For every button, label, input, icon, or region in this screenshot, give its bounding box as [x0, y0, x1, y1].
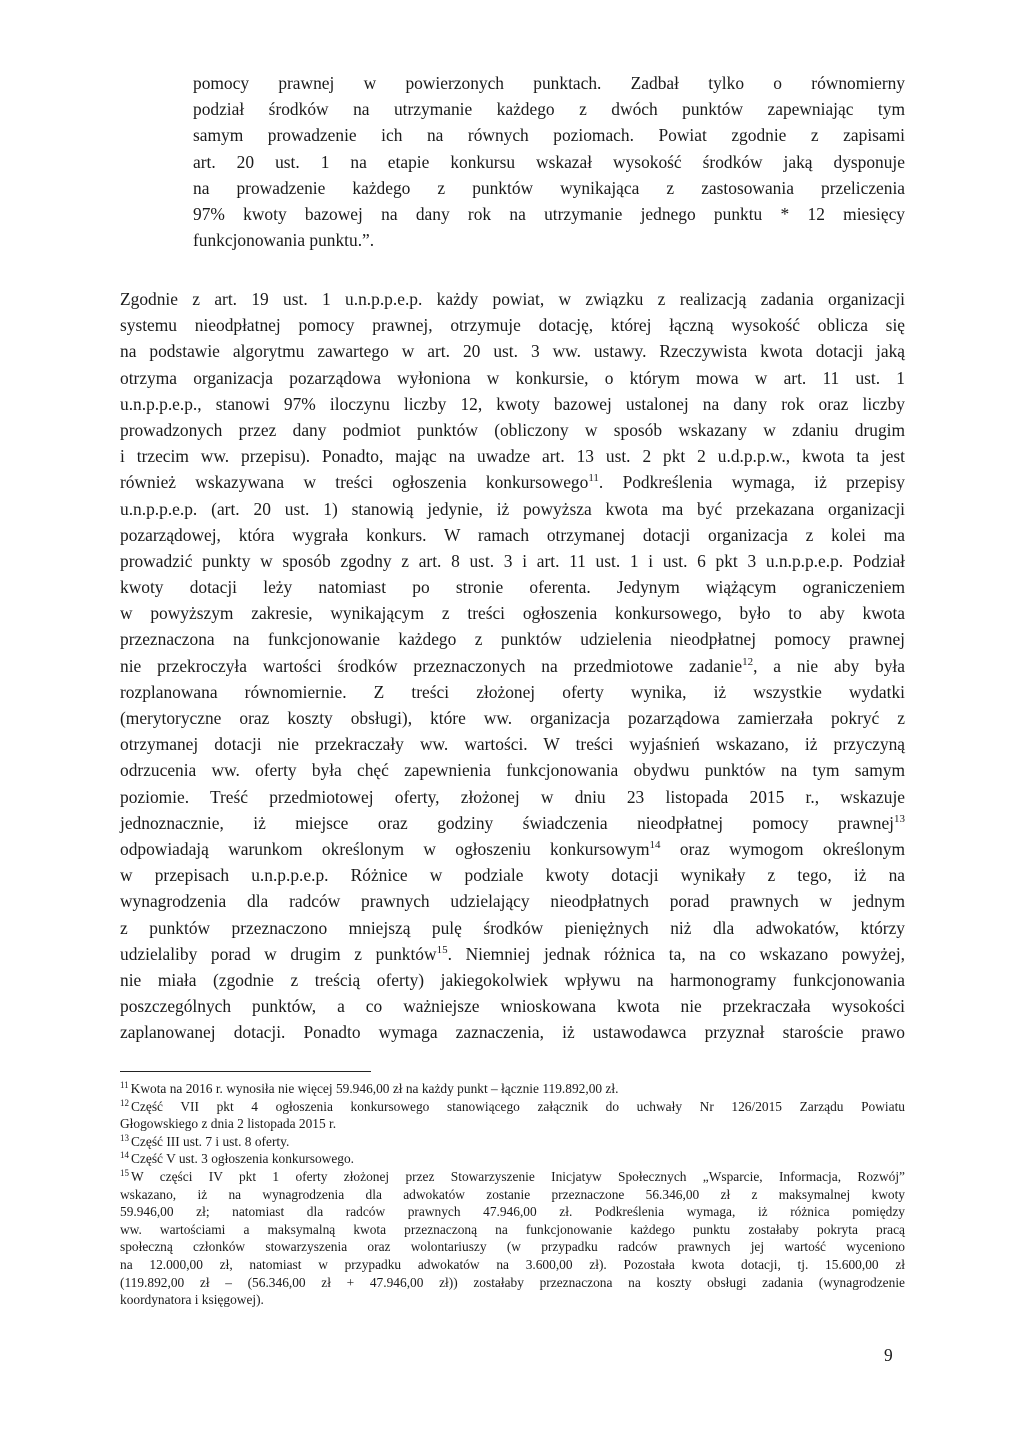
footnote-13: $^{13}$ Część III ust. 7 i ust. 8 oferty.	[120, 1132, 290, 1149]
body-line: udzielaliby porad w drugim z punktów$^{15}$. Niemniej jednak różnica ta, na co wskazano powyżej,	[120, 943, 905, 964]
body-line: u.n.p.p.e.p., stanowi 97% iloczynu liczby 12, kwoty bazowej ustalonej na dany rok oraz liczby	[120, 393, 905, 414]
quote-line: samym prowadzenie ich na równych poziomach. Powiat zgodnie z zapisami	[193, 125, 905, 146]
body-line: nie miała (zgodnie z treścią oferty) jakiegokolwiek wpływu na harmonogramy funkcjonowania	[120, 969, 905, 990]
body-line: nie przekroczyła wartości środków przeznaczonych na przedmiotowe zadanie$^{12}$, a nie aby była	[120, 655, 905, 676]
body-line: kwoty dotacji leży natomiast po stronie oferenta. Jedynym wiążącym ograniczeniem	[120, 577, 905, 598]
quote-line: pomocy prawnej w powierzonych punktach. Zadbał tylko o równomierny	[193, 73, 905, 93]
quote-line: funkcjonowania punktu.”.	[193, 230, 375, 251]
body-line: u.n.p.p.e.p. (art. 20 ust. 1) stanowią jedynie, iż powyższa kwota ma być przekazana organizacji	[120, 498, 905, 519]
page-number: 9	[884, 1345, 893, 1365]
footnote-reference: 12	[742, 655, 754, 668]
body-line: również wskazywana w treści ogłoszenia konkursowego$^{11}$. Podkreślenia wymaga, iż przepisy	[120, 472, 906, 493]
body-line: otrzymanej dotacji nie przekraczały ww. wartości. W treści wyjaśnień wskazano, iż przyczyną	[120, 734, 905, 755]
footnote-reference: 13	[894, 812, 905, 825]
body-line: rozplanowana równomiernie. Z treści złożonej oferty wynika, iż wszystkie wydatki	[120, 681, 905, 702]
quote-line: 97% kwoty bazowej na dany rok na utrzymanie jednego punktu * 12 miesięcy	[193, 203, 905, 224]
quote-line: na prowadzenie każdego z punktów wynikająca z zastosowania przeliczenia	[193, 177, 905, 198]
footnote-reference: 11	[588, 472, 599, 485]
body-line: wynagrodzenia dla radców prawnych udzielający nieodpłatnych porad prawnych w jednym	[120, 891, 905, 912]
body-line: (merytoryczne oraz koszty obsługi), które ww. organizacja pozarządowa zamierzała pokryć z	[120, 708, 905, 728]
footnote-14: $^{14}$ Część V ust. 3 ogłoszenia konkursowego.	[120, 1150, 355, 1167]
body-line: zaplanowanej dotacji. Ponadto wymaga zaznaczenia, iż ustawodawca przyznał staroście prawo	[120, 1022, 905, 1043]
footnote-separator	[120, 1071, 371, 1072]
body-line: Zgodnie z art. 19 ust. 1 u.n.p.p.e.p. każdy powiat, w związku z realizacją zadania organizacji	[120, 289, 905, 309]
quote-line: art. 20 ust. 1 na etapie konkursu wskazał wysokość środków jaką dysponuje	[193, 151, 905, 172]
footnote-reference: 15	[436, 943, 448, 956]
body-line: prowadzić punkty w sposób zgodny z art. 8 ust. 3 i art. 11 ust. 1 i ust. 6 pkt 3 u.n.p.p.e.p. Podział	[120, 550, 905, 571]
body-line: z punktów przeznaczono mniejszą pulę środków pieniężnych niż dla adwokatów, którzy	[120, 917, 905, 938]
footnote-15: $^{15}$ W części IV pkt 1 oferty złożonej przez Stowarzyszenie Inicjatyw Społecznych „Wsparcie, Informacja, Rozwój” wskazano, iż na wynagrodzenia dla adwokatów zostanie przeznaczone 56.346,00 zł z maksymalnej kwoty 59.946,00 zł; natomiast dla radców prawnych 47.946,00 zł. Podkreślenia wymaga, iż różnica pomiędzy ww. wartościami a maksymalną kwota przeznaczoną na funkcjonowanie każdego punktu zostałaby pokryta pracą społeczną członków stowarzyszenia oraz wolontariuszy (w przypadku radców prawnych jej wartość wyceniono na 12.000,00 zł, natomiast w przypadku adwokatów na 3.600,00 zł). Pozostała kwota dotacji, tj. 15.600,00 zł (119.892,00 zł – (56.346,00 zł + 47.946,00 zł)) zostałaby przeznaczona na koszty obsługi zadania (wynagrodzenie koordynatora i księgowej).	[120, 1167, 905, 1308]
body-line: otrzyma organizacja pozarządowa wyłoniona w konkursie, o którym mowa w art. 11 ust. 1	[120, 367, 905, 388]
footnote-11: $^{11}$ Kwota na 2016 r. wynosiła nie więcej 59.946,00 zł na każdy punkt – łącznie 119.892,00 zł.	[120, 1080, 619, 1096]
footnote-reference: 14	[649, 838, 661, 851]
body-text	[120, 286, 905, 1045]
body-line: jednoznacznie, iż miejsce oraz godziny świadczenia nieodpłatnej pomocy prawnej$^{13}$	[120, 812, 905, 833]
body-line: przeznaczona na funkcjonowanie każdego z punktów udzielenia nieodpłatnej pomocy prawnej	[120, 629, 905, 650]
body-line: poszczególnych punktów, a co ważniejsze wnioskowana kwota nie przekraczała wysokości	[120, 996, 905, 1017]
body-line: odrzucenia ww. oferty była chęć zapewnienia funkcjonowania obydwu punktów na tym samym	[120, 760, 905, 781]
body-line: poziomie. Treść przedmiotowej oferty, złożonej w dniu 23 listopada 2015 r., wskazuje	[120, 786, 905, 807]
body-line: systemu nieodpłatnej pomocy prawnej, otrzymuje dotację, której łączną wysokość oblicza się	[120, 315, 905, 336]
body-line: na podstawie algorytmu zawartego w art. 20 ust. 3 ww. ustawy. Rzeczywista kwota dotacji jaką	[120, 341, 905, 362]
body-line: w powyższym zakresie, wynikającym z treści ogłoszenia konkursowego, było to aby kwota	[120, 603, 905, 624]
body-line: i trzecim ww. przepisu). Ponadto, mając na uwadze art. 13 ust. 2 pkt 2 u.d.p.p.w., kwota ta jest	[120, 446, 905, 467]
body-line: prowadzonych przez dany podmiot punktów (obliczony w sposób wskazany w zdaniu drugim	[120, 419, 905, 440]
body-line: pozarządowej, która wygrała konkurs. W ramach otrzymanej dotacji organizacja z kolei ma	[120, 524, 905, 545]
footnote-12: $^{12}$ Część VII pkt 4 ogłoszenia konkursowego stanowiącego załącznik do uchwały Nr 126/2015 Zarządu Powiatu Głogowskiego z dnia 2 listopada 2015 r.	[120, 1097, 905, 1132]
footnotes	[120, 1080, 905, 1309]
body-line: odpowiadają warunkom określonym w ogłoszeniu konkursowym$^{14}$ oraz wymogom określonym	[120, 838, 905, 859]
body-line: w przepisach u.n.p.p.e.p. Różnice w podziale kwoty dotacji wynikały z tego, iż na	[120, 865, 905, 886]
quote-line: podział środków na utrzymanie każdego z dwóch punktów zapewniając tym	[193, 99, 905, 120]
quoted-passage	[193, 70, 905, 253]
